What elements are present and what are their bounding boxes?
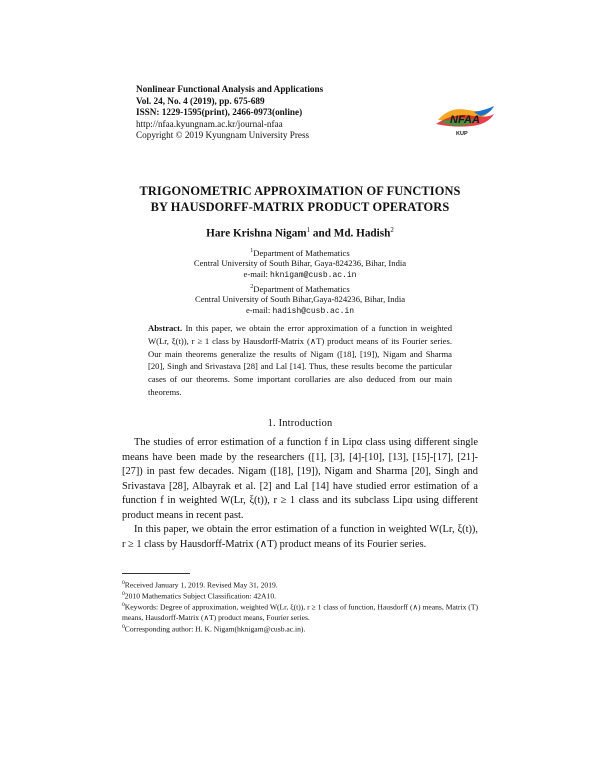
footnote-text: Received January 1, 2019. Revised May 31, 2019. (124, 580, 278, 590)
journal-header (136, 84, 446, 142)
footnote-divider (122, 573, 190, 574)
journal-url[interactable]: http://nfaa.kyungnam.ac.kr/journal-nfaa (136, 118, 283, 129)
section-title: Introduction (278, 418, 333, 429)
affiliation-2 (60, 282, 540, 317)
intro-paragraph-2: In this paper, we obtain the error estimation of a function in weighted W(Lr, ξ(t)), r ≥ 1 class by Hausdorff-Matrix (∧T) product means of its Fourier series. (122, 524, 478, 550)
title-line-2: BY HAUSDORFF-MATRIX PRODUCT OPERATORS (150, 199, 450, 214)
footnote-corresponding (122, 622, 478, 635)
journal-copyright: Copyright © 2019 Kyungnam University Press (136, 130, 310, 141)
author-1-mark: 1 (306, 226, 311, 234)
affiliation-1-mark: 1 (250, 248, 254, 254)
title-line-1: TRIGONOMETRIC APPROXIMATION OF FUNCTIONS (139, 184, 461, 198)
logo-text: NFAA (450, 114, 480, 126)
footnote-text: Keywords: Degree of approximation, weighted W(Lr, ξ(t)), r ≥ 1 class of function, Hausdorff (∧) means, Matrix (T) means, Hausdorff-Matrix (∧T) product means, Fourier series. (122, 602, 478, 623)
affiliation-2-email-label: e-mail: (245, 304, 273, 315)
affiliation-1-email[interactable]: hknigam@cusb.ac.in (270, 270, 357, 280)
footnote-keywords (122, 600, 478, 624)
affiliation-1 (60, 246, 540, 281)
abstract (148, 322, 452, 399)
abstract-label: Abstract. (148, 323, 183, 333)
journal-volume: Vol. 24, No. 4 (2019), pp. 675-689 (136, 95, 265, 106)
affiliation-2-dept: Department of Mathematics (253, 283, 350, 294)
section-number: 1. (267, 418, 276, 429)
affiliation-1-univ: Central University of South Bihar, Gaya-824236, Bihar, India (193, 258, 407, 269)
affiliation-1-email-label: e-mail: (243, 268, 271, 279)
author-2-mark: 2 (390, 226, 394, 234)
affiliation-1-dept: Department of Mathematics (253, 247, 350, 258)
paper-title (60, 184, 540, 215)
footnote-mark: 0 (122, 591, 125, 597)
footnote-mark: 0 (122, 602, 125, 608)
footnote-text: Corresponding author: H. K. Nigam(hknigam@cusb.ac.in). (124, 624, 306, 634)
author-1: Hare Krishna Nigam (206, 227, 307, 240)
journal-issn: ISSN: 1229-1595(print), 2466-0973(online) (136, 107, 303, 118)
authors (60, 226, 540, 240)
nfaa-logo (434, 104, 496, 138)
author-and: and (310, 227, 334, 240)
author-2: Md. Hadish (333, 227, 391, 240)
footnote-mark: 0 (122, 580, 125, 586)
logo-subtext: KUP (456, 131, 468, 137)
abstract-text: In this paper, we obtain the error approximation of a function in weighted W(Lr, ξ(t)), r ≥ 1 class by Hausdorff-Matrix (∧T) product means of its Fourier series. Our main theorems generalize the results of Nigam ([18], [19]), Nigam and Sharma [20], Singh and Srivastava [28] and Lal [14]. Thus, these results become the particular cases of our theorems. Some important corollaries are also deduced from our main theorems. (148, 323, 452, 397)
footnote-mark: 0 (122, 624, 125, 630)
intro-paragraph-1: The studies of error estimation of a function f in Lipα class using different single means have been made by the researchers ([1], [3], [4]-[10], [13], [15]-[17], [21]-[27]) in past few decades. Nigam ([18], [19]), Nigam and Sharma [20], Singh and Srivastava [28], Albayrak et al. [2] and Lal [14] have studied error estimation of a function f in weighted W(Lr, ξ(t)), r ≥ 1 class and its subclass Lipα using different product means in recent past. (122, 437, 478, 521)
affiliation-2-email[interactable]: hadish@cusb.ac.in (272, 306, 355, 316)
footnote-text: 2010 Mathematics Subject Classification: 42A10. (124, 591, 277, 601)
journal-name: Nonlinear Functional Analysis and Applications (136, 84, 324, 94)
section-heading (60, 418, 540, 429)
affiliation-2-univ: Central University of South Bihar,Gaya-824236, Bihar, India (194, 294, 406, 305)
affiliation-2-mark: 2 (250, 284, 254, 290)
